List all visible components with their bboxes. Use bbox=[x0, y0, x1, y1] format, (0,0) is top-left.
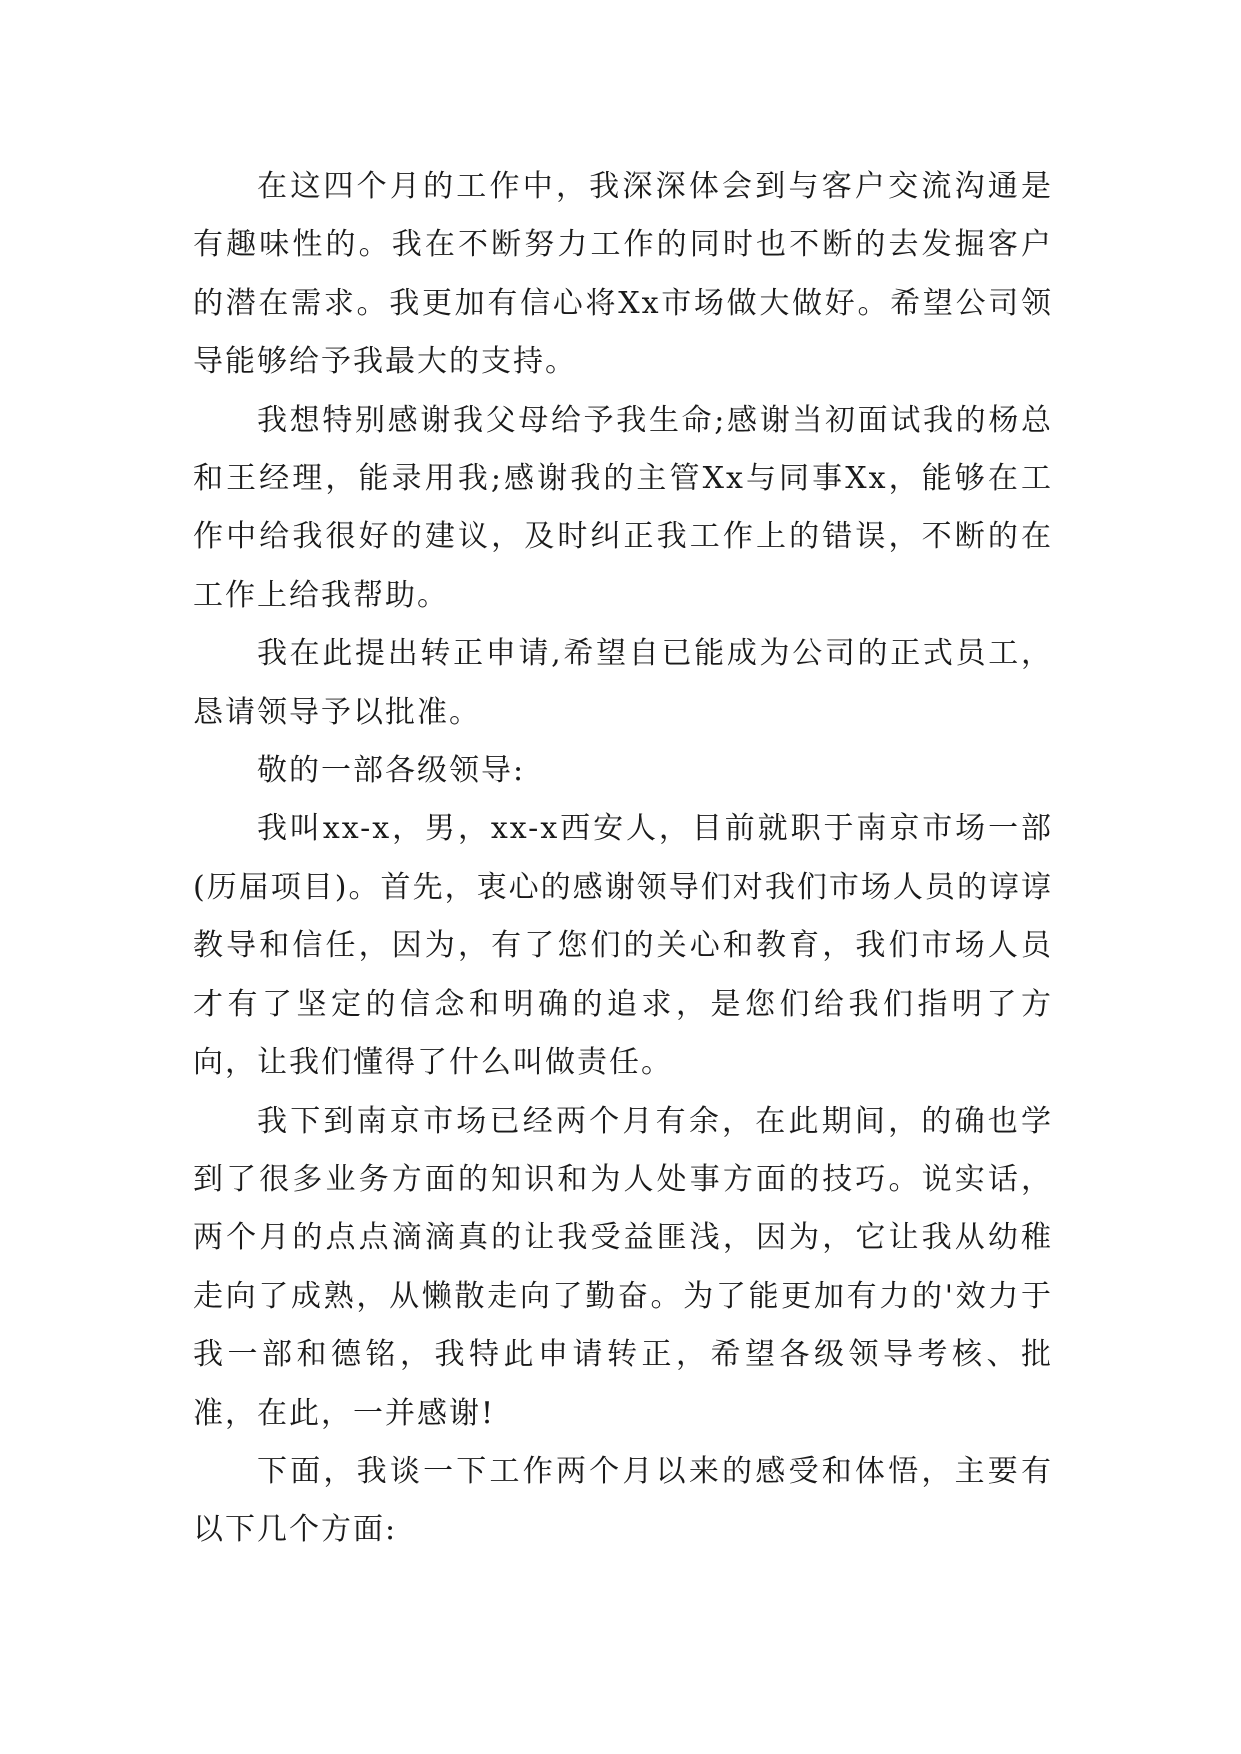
paragraph: 我叫xx-x，男，xx-x西安人，目前就职于南京市场一部(历届项目)。首先，衷心的感谢领导们对我们市场人员的谆谆教导和信任，因为，有了您们的关心和教育，我们市场人员才有了坚定的信念和明确的追求，是您们给我们指明了方向，让我们懂得了什么叫做责任。 bbox=[193, 811, 1053, 1081]
document-body bbox=[193, 158, 1053, 1560]
salutation: 敬的一部各级领导: bbox=[257, 753, 526, 789]
paragraph: 我想特别感谢我父母给予我生命;感谢当初面试我的杨总和王经理，能录用我;感谢我的主管Xx与同事Xx，能够在工作中给我很好的建议，及时纠正我工作上的错误，不断的在工作上给我帮助。 bbox=[193, 402, 1053, 613]
paragraph: 在这四个月的工作中，我深深体会到与客户交流沟通是有趣味性的。我在不断努力工作的同时也不断的去发掘客户的潜在需求。我更加有信心将Xx市场做大做好。希望公司领导能够给予我最大的支持。 bbox=[193, 169, 1053, 380]
paragraph: 下面，我谈一下工作两个月以来的感受和体悟，主要有以下几个方面: bbox=[193, 1453, 1053, 1548]
paragraph: 我在此提出转正申请,希望自已能成为公司的正式员工，恳请领导予以批准。 bbox=[193, 636, 1053, 730]
paragraph: 我下到南京市场已经两个月有余，在此期间，的确也学到了很多业务方面的知识和为人处事方面的技巧。说实话，两个月的点点滴滴真的让我受益匪浅，因为，它让我从幼稚走向了成熟，从懒散走向了勤奋。为了能更加有力的'效力于我一部和德铭，我特此申请转正，希望各级领导考核、批准，在此，一并感谢! bbox=[193, 1103, 1053, 1431]
